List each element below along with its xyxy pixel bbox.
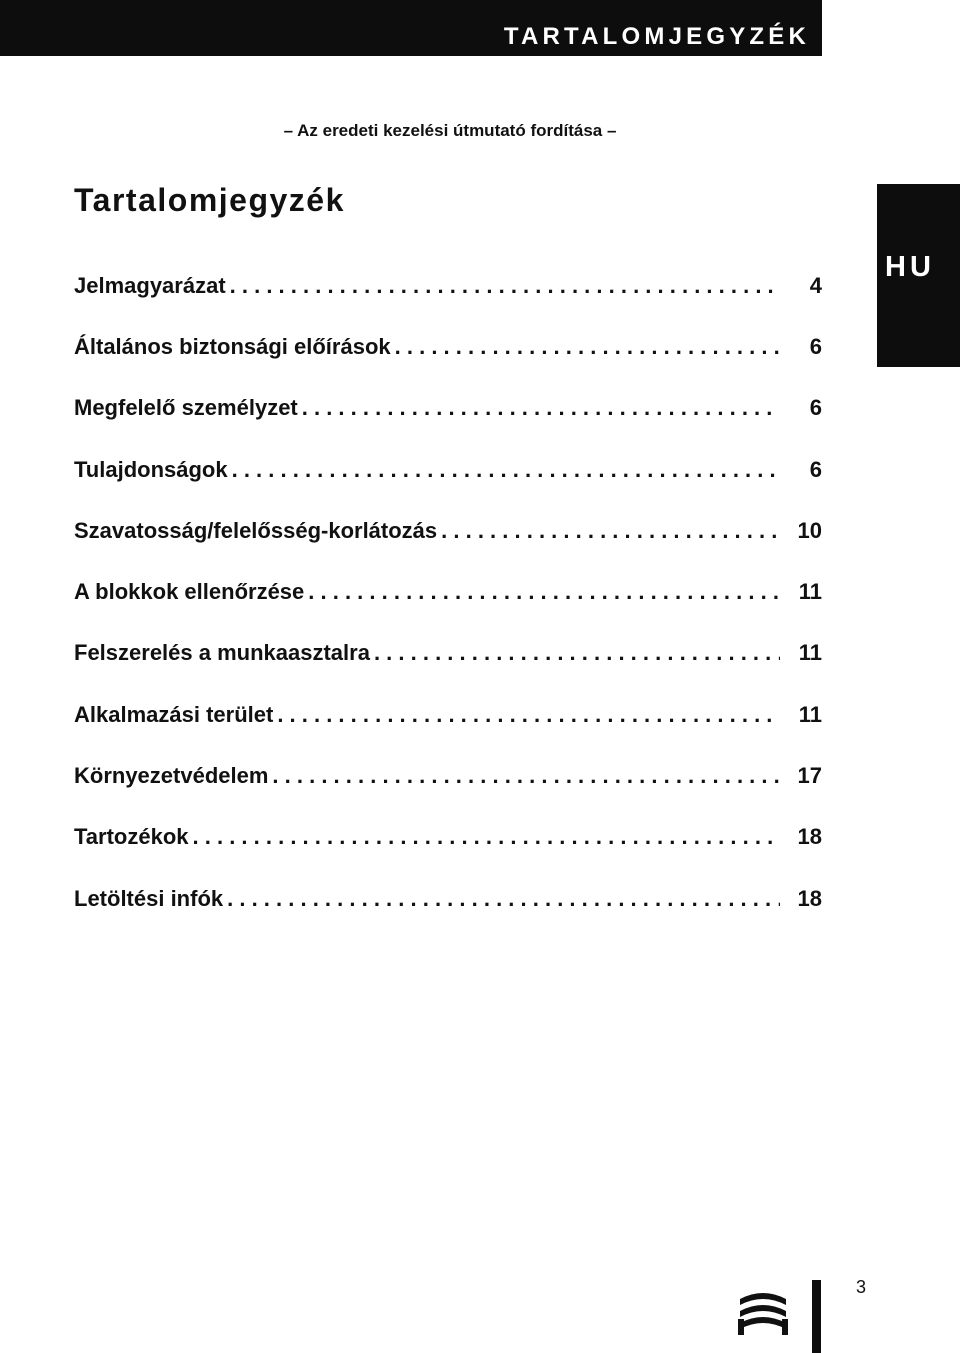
toc-entry[interactable] [74, 255, 822, 316]
toc-dot-leader [395, 334, 780, 360]
toc-entry[interactable] [74, 623, 822, 684]
subtitle: – Az eredeti kezelési útmutató fordítása – [283, 121, 617, 140]
toc-entry[interactable] [74, 561, 822, 622]
page-title: Tartalomjegyzék [74, 182, 345, 218]
toc-entry[interactable] [74, 439, 822, 500]
toc-entry[interactable] [74, 745, 822, 806]
toc-entry-label: Tulajdonságok [74, 456, 228, 482]
toc-entry-page-number: 6 [809, 456, 822, 482]
toc-entry[interactable] [74, 316, 822, 377]
toc-dot-leader [272, 763, 780, 789]
footer-rule [812, 1280, 821, 1353]
table-of-contents [74, 255, 822, 929]
toc-entry[interactable] [74, 684, 822, 745]
toc-dot-leader [230, 273, 780, 299]
toc-dot-leader [193, 824, 780, 850]
toc-entry-label: Alkalmazási terület [74, 701, 274, 727]
toc-entry[interactable] [74, 807, 822, 868]
toc-dot-leader [302, 395, 780, 421]
toc-dot-leader [277, 702, 780, 728]
toc-entry-page-number: 17 [797, 763, 822, 789]
toc-entry[interactable] [74, 378, 822, 439]
toc-entry-label: Megfelelő személyzet [74, 395, 298, 421]
toc-entry[interactable] [74, 868, 822, 929]
toc-entry-label: Környezetvédelem [74, 763, 269, 789]
toc-entry-label: Általános biztonsági előírások [74, 333, 391, 359]
language-tab-label: HU [885, 251, 935, 283]
toc-entry[interactable] [74, 500, 822, 561]
toc-entry-page-number: 11 [798, 579, 822, 605]
toc-dot-leader [227, 886, 780, 912]
toc-entry-page-number: 4 [809, 272, 822, 298]
page-number: 3 [855, 1277, 866, 1297]
toc-entry-label: A blokkok ellenőrzése [74, 579, 305, 605]
toc-entry-page-number: 11 [798, 640, 822, 666]
toc-entry-page-number: 18 [797, 824, 822, 850]
toc-entry-label: Szavatosság/felelősség-korlátozás [74, 517, 438, 543]
toc-entry-label: Felszerelés a munkaasztalra [74, 640, 370, 666]
toc-dot-leader [374, 640, 780, 666]
toc-entry-page-number: 6 [809, 333, 822, 359]
language-tab [877, 184, 960, 367]
header-bar [0, 0, 822, 56]
toc-dot-leader [308, 579, 780, 605]
brand-logo-icon [738, 1289, 788, 1335]
toc-entry-page-number: 6 [809, 395, 822, 421]
toc-entry-page-number: 11 [798, 701, 822, 727]
toc-entry-label: Letöltési infók [74, 885, 224, 911]
toc-dot-leader [232, 457, 780, 483]
toc-entry-page-number: 10 [797, 517, 822, 543]
toc-entry-page-number: 18 [797, 885, 822, 911]
toc-entry-label: Jelmagyarázat [74, 272, 226, 298]
header-title: TARTALOMJEGYZÉK [503, 23, 810, 50]
toc-entry-label: Tartozékok [74, 824, 189, 850]
toc-dot-leader [441, 518, 780, 544]
